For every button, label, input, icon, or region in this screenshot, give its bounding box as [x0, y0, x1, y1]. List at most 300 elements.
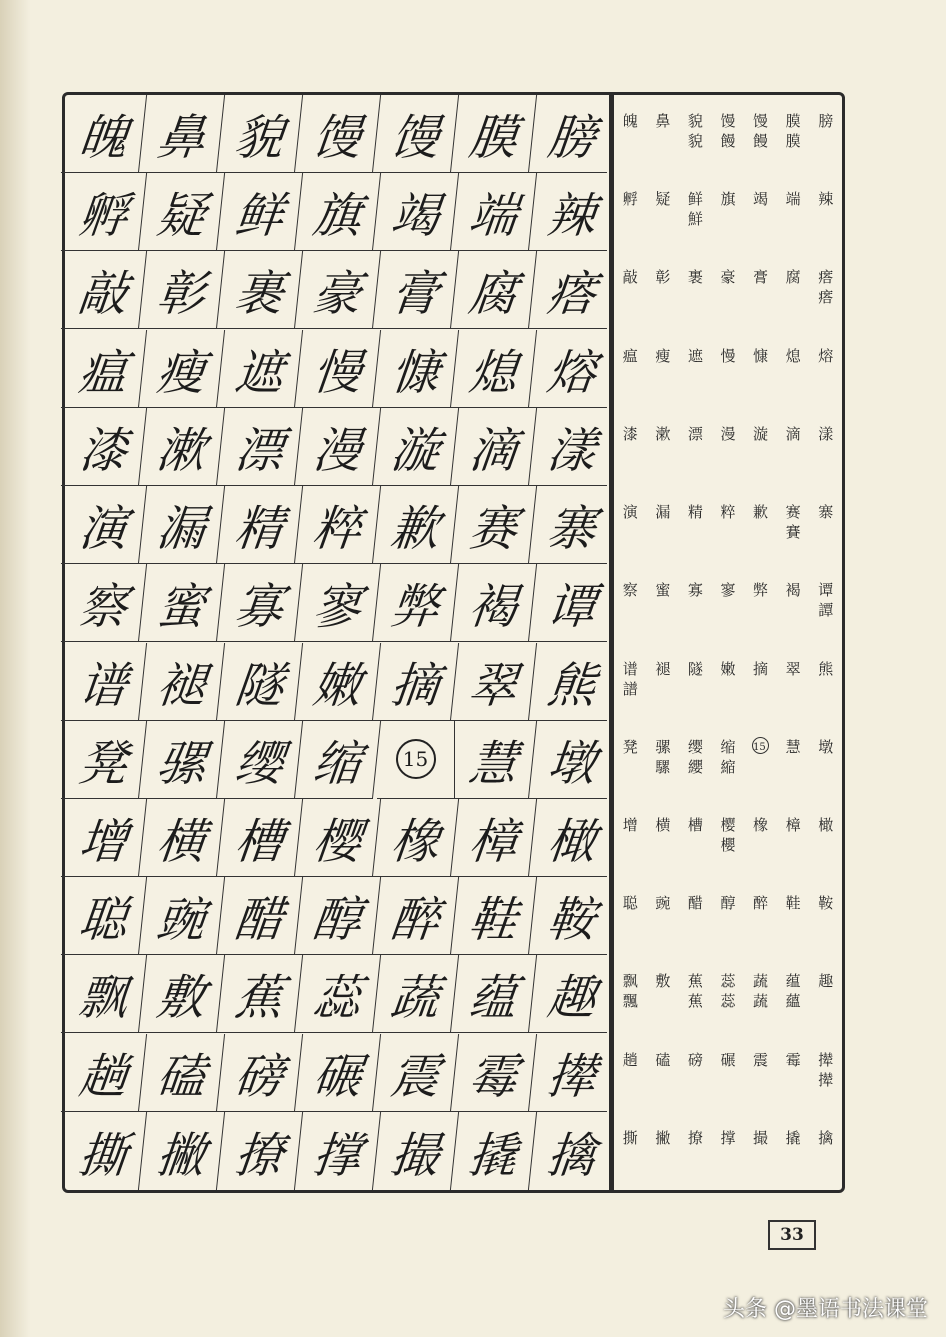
reference-character: 蕉 — [687, 972, 703, 991]
large-grid-cell: 撑 — [295, 1112, 381, 1190]
reference-character: 馒 — [753, 112, 769, 130]
large-grid-cell: 熄 — [451, 330, 537, 408]
large-grid-cell: 骡 — [139, 721, 225, 799]
large-grid-cell: 膜 — [451, 95, 537, 173]
large-grid-cell: 膀 — [529, 95, 615, 173]
page-spine-shadow — [0, 0, 30, 1337]
large-grid-cell: 滴 — [451, 408, 537, 486]
small-grid-cell — [614, 486, 647, 564]
large-grid-cell: 霉 — [451, 1034, 537, 1112]
large-grid-cell: 彰 — [139, 251, 225, 329]
large-grid-cell: 鞋 — [451, 877, 537, 955]
small-grid-cell — [614, 251, 647, 329]
small-grid-cell — [614, 1112, 647, 1190]
small-grid-cell — [712, 330, 745, 408]
large-grid-cell: 寥 — [295, 564, 381, 642]
reference-character: 赛 — [785, 503, 801, 522]
large-grid-cell: 赛 — [451, 486, 537, 564]
large-grid-cell: 樱 — [295, 799, 381, 877]
large-grid-cell: 趣 — [529, 955, 615, 1033]
reference-character: 縮 — [720, 757, 736, 776]
large-grid-cell: 寡 — [217, 564, 303, 642]
reference-character: 瘩 — [818, 288, 834, 307]
large-grid-cell: 凳 — [61, 721, 147, 799]
reference-character: 寨 — [818, 503, 834, 522]
reference-character: 樟 — [785, 815, 801, 834]
small-grid-cell — [614, 95, 647, 173]
large-grid-cell: 精 — [217, 486, 303, 564]
small-grid-cell — [777, 877, 810, 955]
reference-character: 蕴 — [785, 972, 801, 991]
large-grid-cell: 熔 — [529, 330, 615, 408]
reference-character: 撮 — [753, 1128, 769, 1147]
reference-character: 歉 — [753, 503, 769, 522]
small-grid-cell — [679, 1112, 712, 1190]
reference-character: 漆 — [622, 424, 638, 443]
large-grid-cell: 蜜 — [139, 564, 225, 642]
large-grid-cell: 蕴 — [451, 955, 537, 1033]
small-grid-cell — [614, 643, 647, 721]
small-grid-cell — [777, 564, 810, 642]
large-grid-cell: 魄 — [61, 95, 147, 173]
large-grid-cell: 歉 — [373, 486, 459, 564]
reference-character: 摘 — [753, 659, 769, 678]
small-grid-cell — [647, 95, 680, 173]
reference-character: 賽 — [785, 523, 801, 542]
large-grid-cell: 撵 — [529, 1034, 615, 1112]
reference-character: 撑 — [720, 1128, 736, 1147]
large-grid-cell: 慢 — [295, 330, 381, 408]
small-grid-cell — [647, 955, 680, 1033]
reference-character: 鲜 — [687, 190, 703, 209]
reference-character: 慢 — [720, 346, 736, 365]
small-grid-cell — [809, 1034, 842, 1112]
large-grid-cell: 撇 — [139, 1112, 225, 1190]
large-grid-cell: 鼻 — [139, 95, 225, 173]
large-grid-cell: 翠 — [451, 643, 537, 721]
reference-character: 馒 — [720, 112, 736, 130]
reference-character: 撬 — [785, 1128, 801, 1147]
large-grid-cell: 慧 — [451, 721, 537, 799]
reference-character: 滴 — [785, 424, 801, 443]
small-grid-cell — [712, 251, 745, 329]
reference-character: 精 — [687, 503, 703, 522]
watermark: 头条 @墨语书法课堂 — [723, 1297, 928, 1322]
reference-character: 缩 — [720, 737, 736, 756]
reference-character: 谭 — [818, 581, 834, 600]
large-grid-cell: 馒 — [373, 95, 459, 173]
reference-character: 漫 — [720, 424, 736, 443]
small-grid-cell — [712, 564, 745, 642]
small-grid-cell — [712, 173, 745, 251]
small-grid-cell — [712, 486, 745, 564]
reference-character: 粹 — [720, 503, 736, 522]
small-grid-cell — [679, 251, 712, 329]
small-grid-cell — [777, 330, 810, 408]
small-grid-cell — [614, 408, 647, 486]
reference-character: 碾 — [720, 1050, 736, 1069]
small-grid-cell — [777, 251, 810, 329]
reference-character: 疑 — [655, 190, 671, 209]
reference-character: 膀 — [818, 112, 834, 130]
page-number: 33 — [768, 1220, 816, 1250]
large-grid-cell: 震 — [373, 1034, 459, 1112]
large-grid-cell: 褪 — [139, 643, 225, 721]
large-grid-cell: 馒 — [295, 95, 381, 173]
reference-character: 孵 — [622, 190, 638, 209]
small-grid-cell — [712, 408, 745, 486]
small-grid-cell — [647, 643, 680, 721]
small-grid-cell — [777, 955, 810, 1033]
reference-character: 貌 — [687, 112, 703, 130]
large-grid-cell: 鞍 — [529, 877, 615, 955]
large-grid-cell: 谱 — [61, 643, 147, 721]
small-grid-cell — [647, 173, 680, 251]
reference-character: 鞍 — [818, 894, 834, 913]
reference-character: 聪 — [622, 894, 638, 913]
reference-character: 撵 — [818, 1050, 834, 1069]
small-grid-cell — [744, 1034, 777, 1112]
large-grid-cell: 摘 — [373, 643, 459, 721]
large-grid-cell: 豪 — [295, 251, 381, 329]
small-grid-cell — [679, 173, 712, 251]
reference-character: 墩 — [818, 737, 834, 756]
reference-character: 敷 — [655, 972, 671, 991]
large-grid-cell: 瘦 — [139, 330, 225, 408]
small-grid-cell — [744, 251, 777, 329]
small-grid-cell — [614, 330, 647, 408]
small-grid-cell — [679, 1034, 712, 1112]
small-grid-cell — [777, 486, 810, 564]
large-grid-cell: 旗 — [295, 173, 381, 251]
circled-number-marker: 15 — [396, 739, 436, 779]
small-grid-cell — [614, 877, 647, 955]
large-grid-cell: 察 — [61, 564, 147, 642]
small-grid-cell — [809, 1112, 842, 1190]
large-grid-cell: 缩 — [295, 721, 381, 799]
large-grid-cell: 撩 — [217, 1112, 303, 1190]
large-grid-cell: 膏 — [373, 251, 459, 329]
large-grid-cell: 敷 — [139, 955, 225, 1033]
reference-character: 瘟 — [622, 346, 638, 365]
small-grid-cell — [647, 486, 680, 564]
small-grid-cell — [647, 877, 680, 955]
reference-character: 嫩 — [720, 659, 736, 678]
large-grid-cell: 漆 — [61, 408, 147, 486]
small-grid-cell — [614, 721, 647, 799]
small-grid-cell — [647, 1112, 680, 1190]
small-grid-cell — [809, 408, 842, 486]
reference-character: 豌 — [655, 894, 671, 913]
large-grid-cell: 醇 — [295, 877, 381, 955]
large-grid-cell: 端 — [451, 173, 537, 251]
reference-character: 增 — [622, 815, 638, 834]
small-grid-cell — [712, 95, 745, 173]
large-grid-cell: 蕊 — [295, 955, 381, 1033]
reference-character: 橄 — [818, 815, 834, 834]
large-grid-cell: 裹 — [217, 251, 303, 329]
large-grid-cell: 瘩 — [529, 251, 615, 329]
large-grid-cell: 槽 — [217, 799, 303, 877]
small-grid-cell — [647, 1034, 680, 1112]
reference-character: 漾 — [818, 424, 834, 443]
reference-character: 譚 — [818, 601, 834, 620]
reference-character: 寥 — [720, 581, 736, 600]
large-grid-cell: 撬 — [451, 1112, 537, 1190]
large-grid-cell: 樟 — [451, 799, 537, 877]
reference-character: 谱 — [622, 659, 638, 678]
reference-character: 蜜 — [655, 581, 671, 600]
reference-character: 飘 — [622, 972, 638, 991]
reference-character: 腐 — [785, 268, 801, 287]
reference-character: 蔬 — [753, 972, 769, 991]
small-grid-cell — [777, 1034, 810, 1112]
small-grid-cell — [679, 564, 712, 642]
reference-character: 樱 — [720, 815, 736, 834]
large-grid-cell: 蔬 — [373, 955, 459, 1033]
reference-character: 骡 — [655, 737, 671, 756]
reference-character: 瘦 — [655, 346, 671, 365]
small-grid-cell — [647, 251, 680, 329]
reference-character: 辣 — [818, 190, 834, 209]
large-grid-cell: 橄 — [529, 799, 615, 877]
small-grid-cell — [777, 799, 810, 877]
reference-character: 漱 — [655, 424, 671, 443]
large-grid-cell: 横 — [139, 799, 225, 877]
large-grid-cell: 熊 — [529, 643, 615, 721]
reference-character: 飄 — [622, 992, 638, 1011]
small-grid-cell — [809, 486, 842, 564]
large-grid-cell: 疑 — [139, 173, 225, 251]
small-grid-cell — [712, 721, 745, 799]
reference-character: 膜 — [785, 112, 801, 130]
large-grid-cell: 磅 — [217, 1034, 303, 1112]
large-grid-cell: 漂 — [217, 408, 303, 486]
large-grid-cell: 漫 — [295, 408, 381, 486]
reference-character: 漂 — [687, 424, 703, 443]
small-grid-cell — [614, 1034, 647, 1112]
large-grid-cell: 遮 — [217, 330, 303, 408]
small-grid-cell — [679, 955, 712, 1033]
large-grid-cell: 瘟 — [61, 330, 147, 408]
small-grid-cell — [744, 173, 777, 251]
small-grid-cell — [809, 564, 842, 642]
reference-character: 貌 — [687, 132, 703, 150]
reference-character: 鼻 — [655, 112, 671, 130]
small-grid-cell — [679, 330, 712, 408]
small-grid-cell — [744, 643, 777, 721]
small-grid-cell — [614, 564, 647, 642]
small-grid-cell — [712, 799, 745, 877]
reference-character: 膜 — [785, 132, 801, 150]
reference-character: 敲 — [622, 268, 638, 287]
reference-character: 櫻 — [720, 835, 736, 854]
large-grid-cell: 粹 — [295, 486, 381, 564]
reference-character: 騾 — [655, 757, 671, 776]
small-grid-cell — [679, 408, 712, 486]
large-grid-cell: 孵 — [61, 173, 147, 251]
large-grid-cell: 敲 — [61, 251, 147, 329]
small-grid-cell — [809, 721, 842, 799]
reference-character: 彰 — [655, 268, 671, 287]
reference-character: 撩 — [687, 1128, 703, 1147]
large-grid-cell: 辣 — [529, 173, 615, 251]
reference-character: 熊 — [818, 659, 834, 678]
reference-character: 察 — [622, 581, 638, 600]
reference-character: 褐 — [785, 581, 801, 600]
reference-character: 端 — [785, 190, 801, 209]
small-grid-cell — [744, 721, 777, 799]
practice-sheet-frame — [62, 92, 845, 1193]
reference-character: 蔬 — [753, 992, 769, 1011]
small-grid-cell — [809, 643, 842, 721]
reference-character: 震 — [753, 1050, 769, 1069]
reference-character: 演 — [622, 503, 638, 522]
small-grid-cell — [809, 877, 842, 955]
reference-character: 饅 — [753, 132, 769, 150]
large-grid-cell: 飘 — [61, 955, 147, 1033]
reference-character: 竭 — [753, 190, 769, 209]
reference-character: 擒 — [818, 1128, 834, 1147]
reference-character: 醋 — [687, 894, 703, 913]
small-grid-cell — [679, 643, 712, 721]
small-grid-cell — [647, 330, 680, 408]
reference-character: 熄 — [785, 346, 801, 365]
small-grid-cell — [777, 95, 810, 173]
reference-character: 蕊 — [720, 972, 736, 991]
large-grid-cell: 鲜 — [217, 173, 303, 251]
small-grid-cell — [744, 877, 777, 955]
small-grid-cell — [712, 877, 745, 955]
large-cursive-grid — [65, 95, 611, 1190]
reference-character: 蕉 — [687, 992, 703, 1011]
small-grid-cell — [777, 173, 810, 251]
reference-character: 撇 — [655, 1128, 671, 1147]
small-grid-cell — [712, 1112, 745, 1190]
reference-character: 趟 — [622, 1050, 638, 1069]
large-grid-cell: 橡 — [373, 799, 459, 877]
reference-character: 寡 — [687, 581, 703, 600]
reference-character: 霉 — [785, 1050, 801, 1069]
reference-character: 瘩 — [818, 268, 834, 287]
large-grid-cell: 嫩 — [295, 643, 381, 721]
small-grid-cell — [647, 799, 680, 877]
small-grid-cell — [744, 1112, 777, 1190]
large-grid-cell: 貌 — [217, 95, 303, 173]
reference-character: 蘊 — [785, 992, 801, 1011]
small-grid-cell — [777, 643, 810, 721]
reference-character: 褪 — [655, 659, 671, 678]
reference-character: 弊 — [753, 581, 769, 600]
reference-character: 蕊 — [720, 992, 736, 1011]
reference-character: 橡 — [753, 815, 769, 834]
reference-character: 遮 — [687, 346, 703, 365]
reference-character: 撕 — [622, 1128, 638, 1147]
reference-character: 趣 — [818, 972, 834, 991]
reference-character: 磕 — [655, 1050, 671, 1069]
small-character-grid — [614, 95, 842, 1190]
reference-character: 譜 — [622, 679, 638, 698]
reference-character: 膏 — [753, 268, 769, 287]
large-grid-cell: 缨 — [217, 721, 303, 799]
large-grid-cell: 墩 — [529, 721, 615, 799]
large-grid-cell: 褐 — [451, 564, 537, 642]
reference-character: 饅 — [720, 132, 736, 150]
small-grid-cell — [647, 408, 680, 486]
reference-character: 鞋 — [785, 894, 801, 913]
small-grid-cell — [744, 564, 777, 642]
reference-character: 慧 — [785, 737, 801, 756]
small-grid-cell — [744, 330, 777, 408]
reference-character: 鮮 — [687, 210, 703, 229]
reference-character: 槽 — [687, 815, 703, 834]
small-grid-cell — [647, 721, 680, 799]
reference-character: 撵 — [818, 1070, 834, 1089]
reference-character: 隧 — [687, 659, 703, 678]
large-grid-cell: 豌 — [139, 877, 225, 955]
small-grid-cell — [712, 643, 745, 721]
small-grid-cell — [614, 173, 647, 251]
large-grid-cell: 漱 — [139, 408, 225, 486]
small-grid-cell — [809, 799, 842, 877]
large-grid-cell: 漏 — [139, 486, 225, 564]
reference-character: 魄 — [622, 112, 638, 130]
reference-character: 漩 — [753, 424, 769, 443]
large-grid-cell: 蕉 — [217, 955, 303, 1033]
small-grid-cell — [614, 799, 647, 877]
small-grid-cell — [744, 955, 777, 1033]
small-grid-cell — [809, 251, 842, 329]
large-grid-cell: 撮 — [373, 1112, 459, 1190]
large-grid-cell: 增 — [61, 799, 147, 877]
reference-character: 15 — [752, 737, 769, 754]
reference-character: 旗 — [720, 190, 736, 209]
large-grid-cell: 醋 — [217, 877, 303, 955]
small-grid-cell — [744, 799, 777, 877]
small-grid-cell — [679, 877, 712, 955]
reference-character: 缨 — [687, 737, 703, 756]
small-grid-cell — [744, 408, 777, 486]
large-grid-cell: 撕 — [61, 1112, 147, 1190]
large-grid-cell: 擒 — [544, 1127, 599, 1184]
small-grid-cell — [679, 721, 712, 799]
large-grid-cell: 漾 — [529, 408, 615, 486]
reference-character: 横 — [655, 815, 671, 834]
small-grid-cell — [679, 486, 712, 564]
small-grid-cell — [809, 95, 842, 173]
small-grid-cell — [712, 955, 745, 1033]
small-grid-cell — [809, 173, 842, 251]
large-grid-cell: 隧 — [217, 643, 303, 721]
reference-character: 醉 — [753, 894, 769, 913]
small-grid-cell — [647, 564, 680, 642]
small-grid-cell — [777, 721, 810, 799]
large-grid-cell: 聪 — [61, 877, 147, 955]
small-grid-cell — [777, 1112, 810, 1190]
reference-character: 翠 — [785, 659, 801, 678]
reference-character: 凳 — [622, 737, 638, 756]
large-grid-cell: 磕 — [139, 1034, 225, 1112]
small-grid-cell — [809, 330, 842, 408]
small-grid-cell — [679, 95, 712, 173]
large-grid-cell: 竭 — [373, 173, 459, 251]
large-grid-cell: 寨 — [529, 486, 615, 564]
small-grid-cell — [614, 955, 647, 1033]
large-grid-cell: 醉 — [373, 877, 459, 955]
small-grid-cell — [777, 408, 810, 486]
small-grid-cell — [744, 486, 777, 564]
reference-character: 磅 — [687, 1050, 703, 1069]
